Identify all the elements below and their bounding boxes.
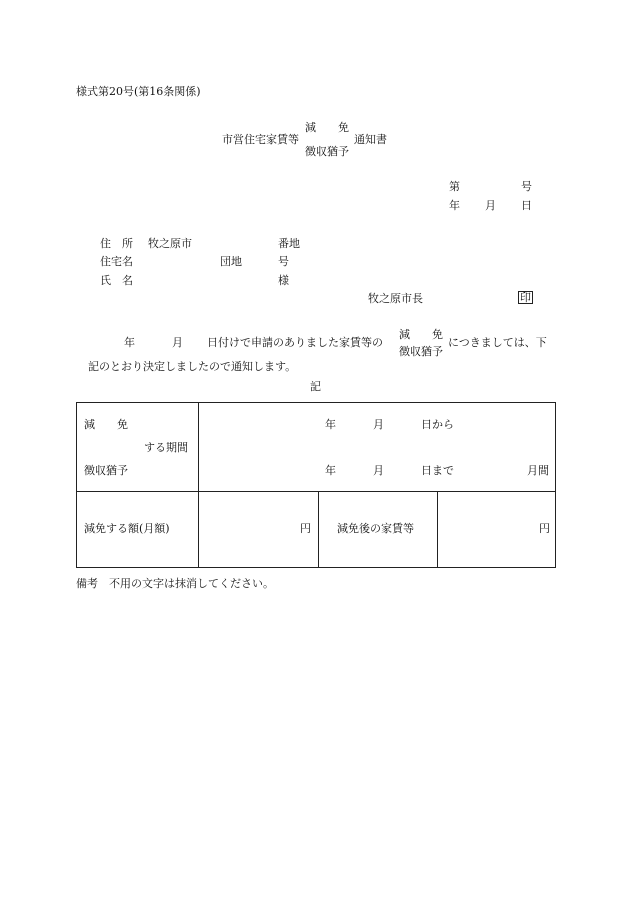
date-day: 日	[521, 199, 532, 212]
name-label: 氏 名	[100, 274, 133, 287]
reduction-amount-label: 減免する額(月額)	[84, 522, 170, 535]
period-months: 月間	[527, 464, 549, 477]
period-suffix: する期間	[144, 441, 188, 454]
title-option-choshu-yuyo: 徴収猶予	[305, 145, 349, 158]
date-month: 月	[485, 199, 496, 212]
body-line-2: 記のとおり決定しましたので通知します。	[88, 360, 297, 373]
table-divider	[437, 491, 438, 567]
address-label: 住 所	[100, 237, 133, 250]
rent-after-reduction-label: 減免後の家賃等	[337, 522, 414, 535]
doc-number-dai: 第	[449, 180, 460, 193]
housing-go: 号	[278, 255, 289, 268]
issuer-name: 牧之原市長	[368, 292, 423, 305]
period-option-choshu-yuyo: 徴収猶予	[84, 464, 128, 477]
body-text-2: につきましては、下	[448, 336, 547, 349]
name-sama: 様	[278, 274, 289, 287]
period-to-month: 月	[373, 464, 384, 477]
remarks: 備考 不用の文字は抹消してください。	[76, 577, 274, 590]
table-divider	[318, 491, 319, 567]
body-option-choshu-yuyo: 徴収猶予	[399, 345, 443, 358]
period-from-year: 年	[325, 418, 336, 431]
body-month: 月	[172, 336, 183, 349]
period-from-day: 日から	[421, 418, 454, 431]
period-option-genmen: 減 免	[84, 418, 128, 431]
period-from-month: 月	[373, 418, 384, 431]
form-number: 様式第20号(第16条関係)	[76, 85, 201, 98]
period-to-year: 年	[325, 464, 336, 477]
body-text-1: 日付けで申請のありました家賃等の	[207, 336, 383, 349]
table-divider	[77, 491, 555, 492]
body-year: 年	[124, 336, 135, 349]
reduction-amount-yen: 円	[300, 522, 311, 535]
issuer-seal: 印	[520, 291, 531, 304]
title-prefix: 市営住宅家賃等	[222, 133, 299, 146]
period-to-day: 日まで	[421, 464, 454, 477]
address-banchi: 番地	[278, 237, 300, 250]
title-option-genmen: 減 免	[305, 121, 349, 134]
ki-heading: 記	[310, 380, 321, 393]
body-option-genmen: 減 免	[399, 328, 443, 341]
decision-table	[76, 402, 556, 568]
address-city: 牧之原市	[148, 237, 192, 250]
housing-danchi: 団地	[220, 255, 242, 268]
rent-after-reduction-yen: 円	[539, 522, 550, 535]
title-suffix: 通知書	[354, 133, 387, 146]
housing-label: 住宅名	[100, 255, 133, 268]
date-year: 年	[449, 199, 460, 212]
doc-number-go: 号	[521, 180, 532, 193]
table-divider	[198, 403, 199, 567]
